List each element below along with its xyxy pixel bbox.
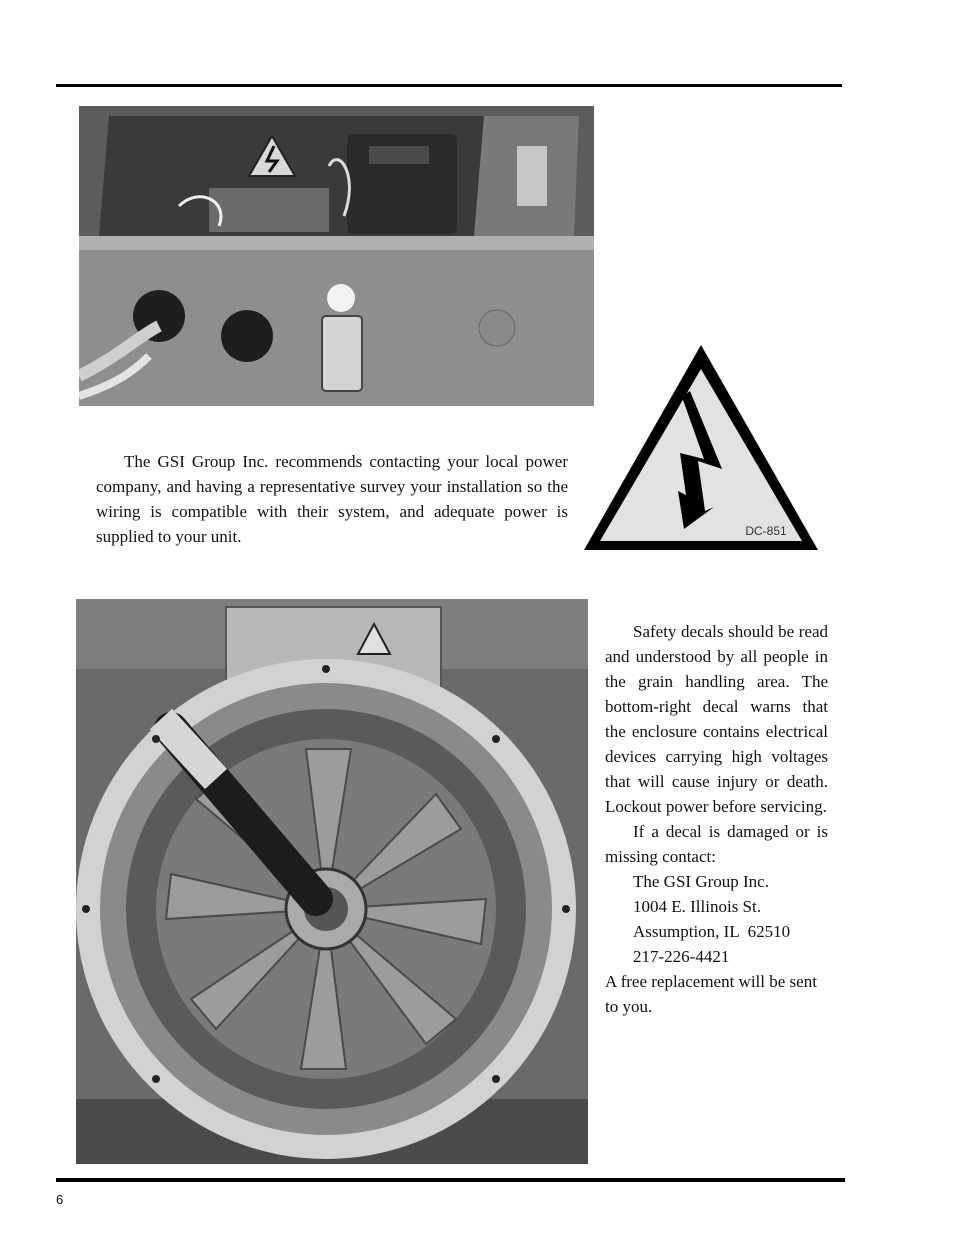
- decal-label: DC-851: [745, 524, 787, 538]
- bottom-rule: [56, 1178, 845, 1182]
- burner-photo: [76, 599, 588, 1164]
- damaged-decal-paragraph: If a decal is damaged or is missing contact:: [605, 822, 828, 866]
- control-box-photo: [79, 106, 594, 406]
- contact-street: 1004 E. Illinois St.: [633, 897, 761, 916]
- top-rule: [56, 84, 842, 87]
- safety-text-column: [605, 619, 828, 1019]
- contact-phone: 217-226-4421: [633, 947, 730, 966]
- page-number: 6: [56, 1192, 64, 1207]
- high-voltage-warning-decal: [580, 341, 822, 553]
- replacement-note: A free replacement will be sent to you.: [605, 972, 817, 1016]
- intro-paragraph: [96, 449, 568, 549]
- contact-company: The GSI Group Inc.: [633, 872, 769, 891]
- contact-block: [605, 869, 828, 969]
- safety-paragraph: Safety decals should be read and understood by all people in the grain handling area. The bottom-right decal warns that the enclosure contains electrical devices carrying high voltages that will cause injury or death. Lockout power before servicing.: [605, 622, 828, 816]
- contact-city: Assumption, IL 62510: [633, 922, 791, 941]
- intro-text: The GSI Group Inc. recommends contacting your local power company, and having a representative survey your installation so the wiring is compatible with their system, and adequate power is supplied to your unit.: [96, 452, 568, 546]
